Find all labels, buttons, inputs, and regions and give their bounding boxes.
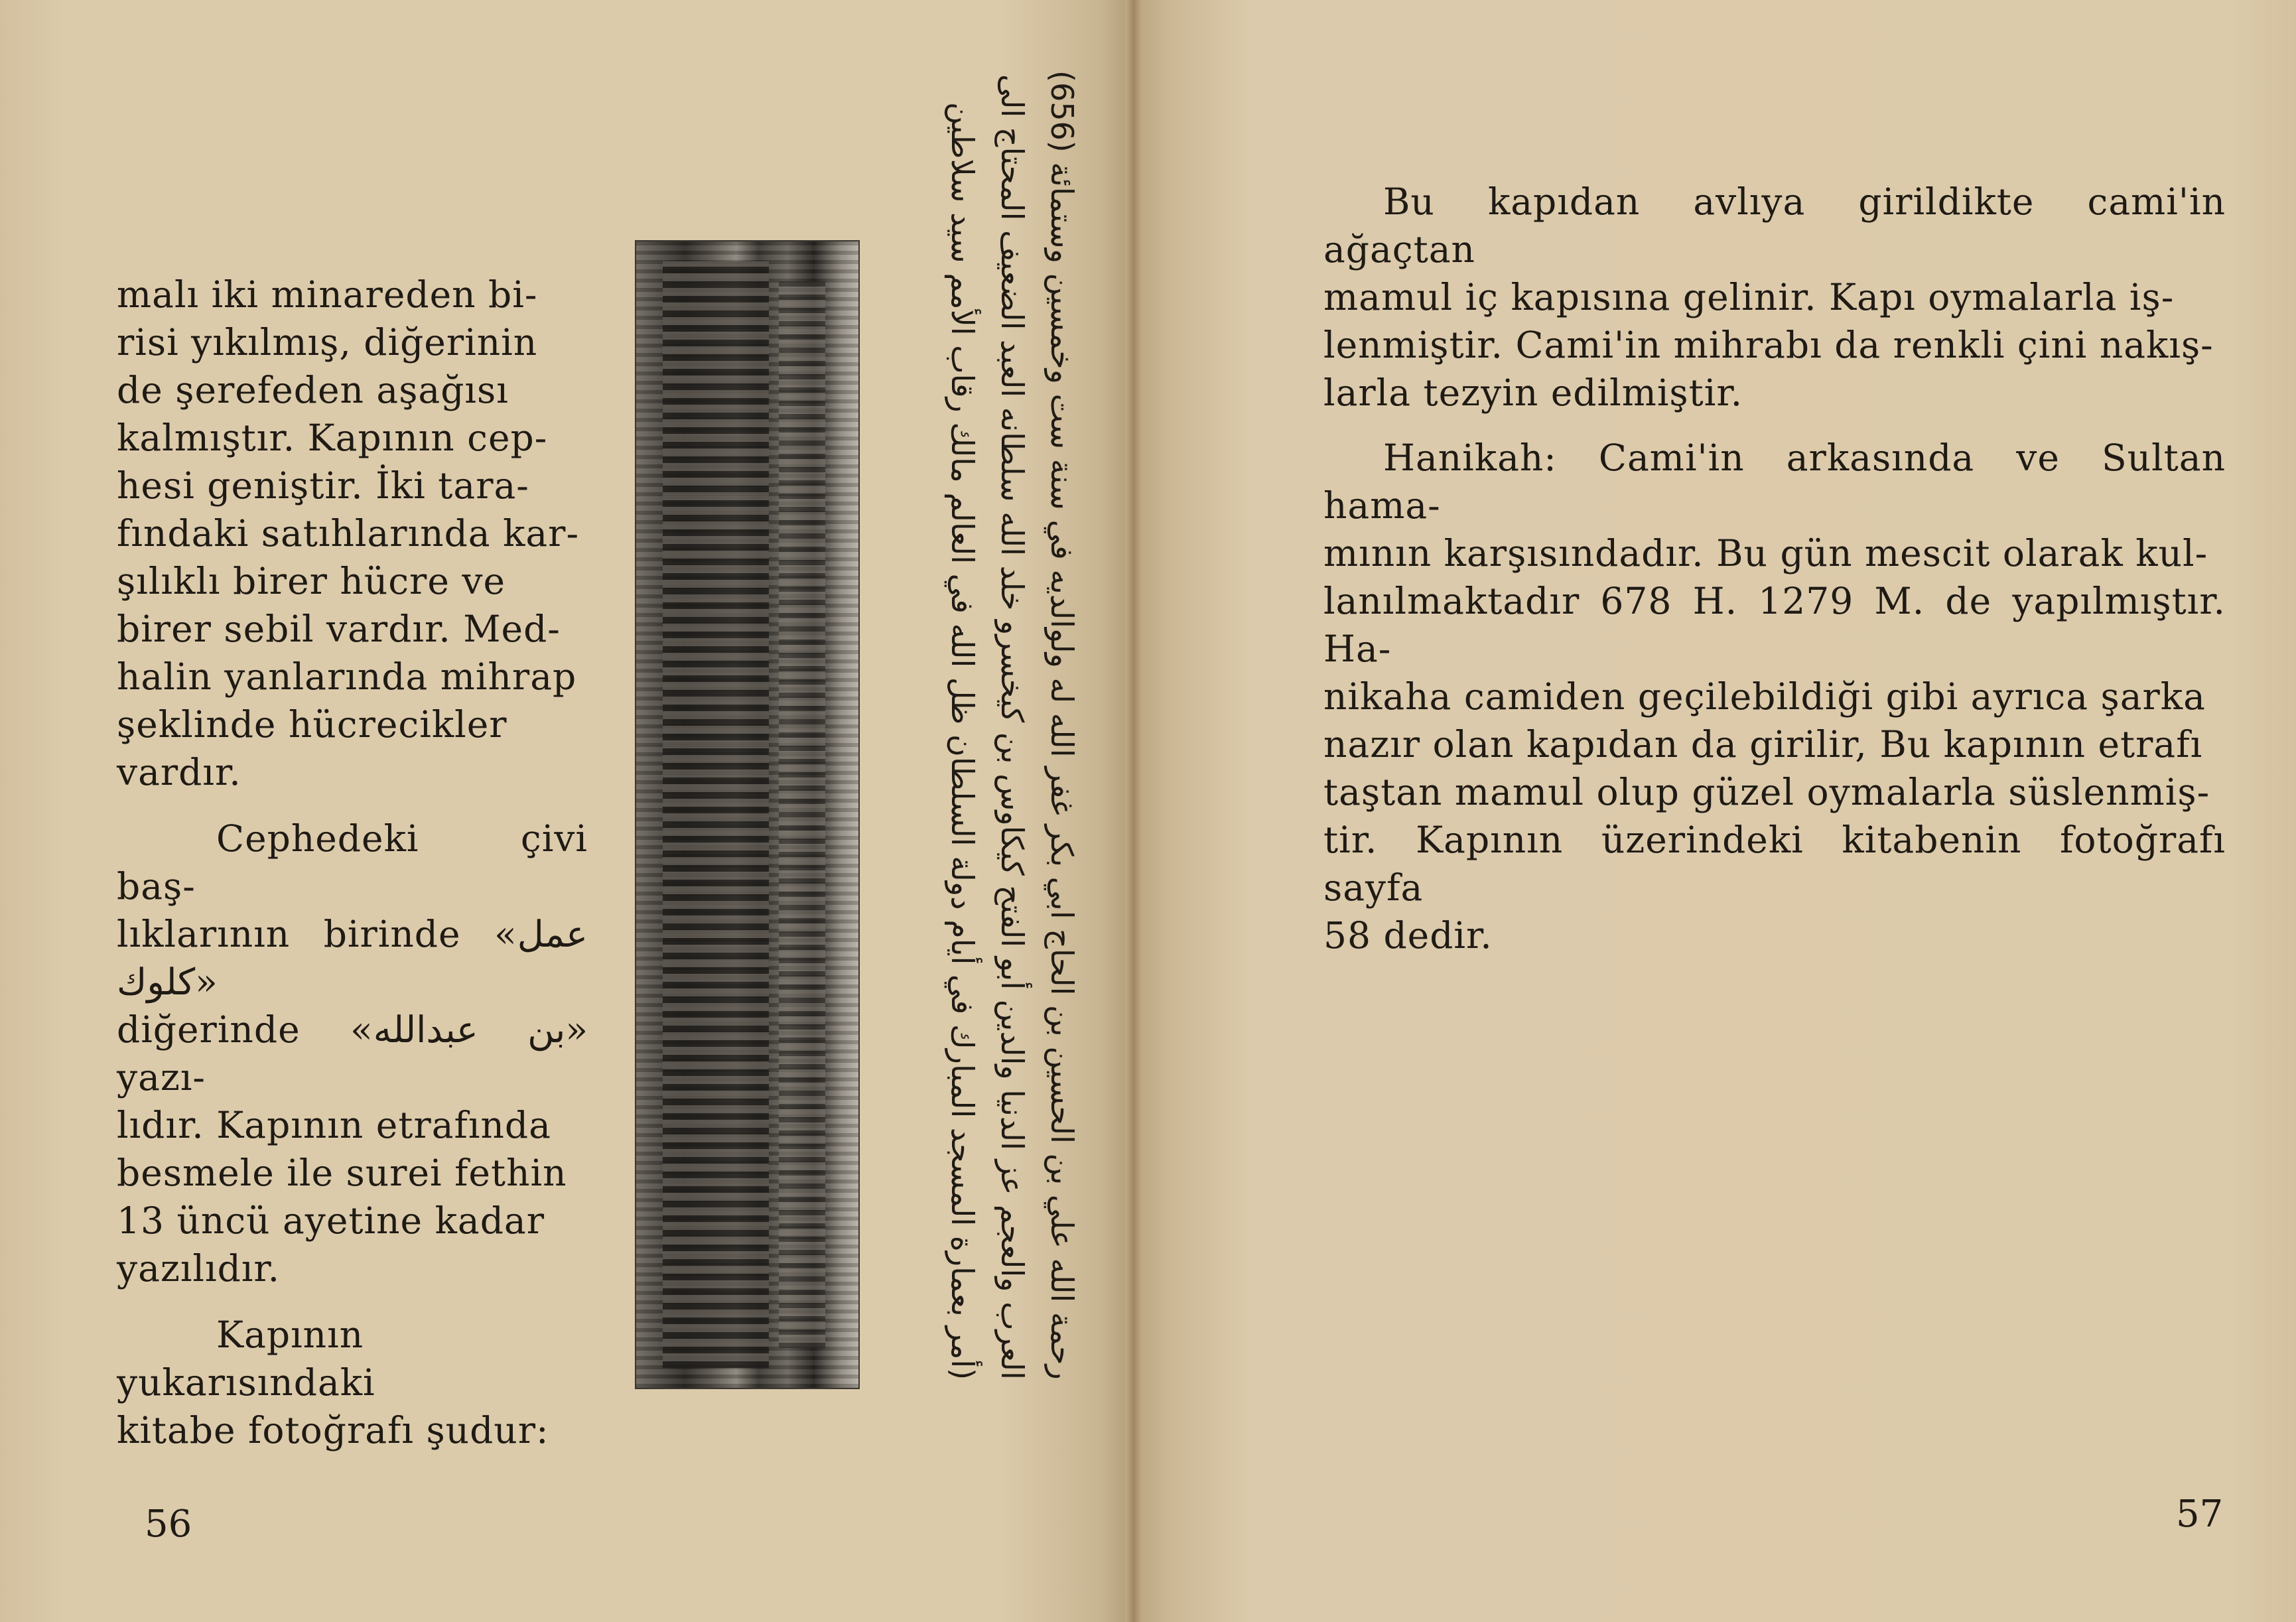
text-line: nazır olan kapıdan da girilir, Bu kapının etrafı — [1323, 723, 2203, 766]
text-line: hesi geniştir. İki tara- — [117, 464, 529, 507]
text-line: lanılmaktadır 678 H. 1279 M. de yapılmıştır. Ha- — [1323, 580, 2226, 670]
text-line: halin yanlarında mihrap — [117, 655, 577, 698]
text-line: Kapının yukarısındaki — [117, 1314, 375, 1404]
right-paragraph-2 — [1323, 434, 2226, 959]
right-paragraph-1 — [1323, 178, 2226, 417]
text-line: Cephedeki çivi baş- — [117, 817, 588, 908]
left-paragraph-1 — [117, 271, 588, 796]
page-number-right: 57 — [2176, 1493, 2224, 1536]
inscription-photo-band — [779, 281, 825, 1348]
text-line: yazılıdır. — [117, 1247, 281, 1290]
text-line: malı iki minareden bi- — [117, 273, 538, 316]
text-line: vardır. — [117, 751, 241, 793]
text-line: taştan mamul olup güzel oymalarla süslenmiş- — [1323, 771, 2210, 813]
inscription-photo-band — [663, 261, 769, 1368]
text-line: kitabe fotoğrafı şudur: — [117, 1409, 549, 1452]
inscription-transcription — [882, 70, 1081, 1380]
text-line: lıdır. Kapının etrafında — [117, 1104, 551, 1146]
text-line: şeklinde hücrecikler — [117, 703, 507, 746]
left-paragraph-2 — [117, 815, 588, 1292]
left-page-text — [117, 271, 588, 1454]
inscription-line-1: (أمر بعمارة المسجد المبارك في أيام دولة السلطان ظل الله في العالم مالك رقاب الأمم سيد سلاطين — [945, 101, 980, 1380]
text-line: lıklarının birinde «عمل كلوك» — [117, 913, 588, 1003]
text-line: lenmiştir. Cami'in mihrabı da renkli çini nakış- — [1323, 324, 2214, 366]
text-line: kalmıştır. Kapının cep- — [117, 417, 548, 459]
text-line: 13 üncü ayetine kadar — [117, 1199, 545, 1242]
text-line: Bu kapıdan avlıya girildikte cami'in ağaçtan — [1323, 180, 2226, 271]
page-number-left: 56 — [145, 1503, 192, 1546]
inscription-line-2: العرب والعجم عز الدنيا والدين أبو الفتح كيكاوس بن كيخسرو خلد الله سلطانه العبد الضعيف المحتاج الى — [994, 74, 1030, 1380]
text-line: mamul iç kapısına gelinir. Kapı oymalarla iş- — [1323, 276, 2175, 318]
left-paragraph-3 — [117, 1311, 588, 1454]
book-gutter — [1125, 0, 1142, 1622]
inscription-photo — [635, 240, 860, 1389]
text-line: diğerinde «بن عبدالله» yazı- — [117, 1008, 588, 1099]
text-line: besmele ile surei fethin — [117, 1152, 567, 1194]
text-line: risi yıkılmış, diğerinin — [117, 321, 538, 364]
text-line: tir. Kapının üzerindeki kitabenin fotoğrafı sayfa — [1323, 819, 2226, 909]
text-line: birer sebil vardır. Med- — [117, 608, 561, 650]
text-line: nikaha camiden geçilebildiği gibi ayrıca şarka — [1323, 675, 2206, 718]
text-line: şılıklı birer hücre ve — [117, 560, 506, 602]
text-line: larla tezyin edilmiştir. — [1323, 372, 1743, 414]
text-line: fındaki satıhlarında kar- — [117, 512, 580, 555]
text-line: Hanikah: Cami'in arkasında ve Sultan hama- — [1323, 437, 2226, 527]
right-page-text — [1323, 178, 2226, 959]
inscription-line-3: رحمة الله علي بن الحسين بن الحاج ابي بكر غفر الله له ولوالديه في سنة ست وخمسين وستمائة (656) — [1044, 70, 1080, 1380]
text-line: mının karşısındadır. Bu gün mescit olarak kul- — [1323, 532, 2208, 574]
text-line: de şerefeden aşağısı — [117, 369, 509, 411]
text-line: 58 dedir. — [1323, 914, 1493, 957]
